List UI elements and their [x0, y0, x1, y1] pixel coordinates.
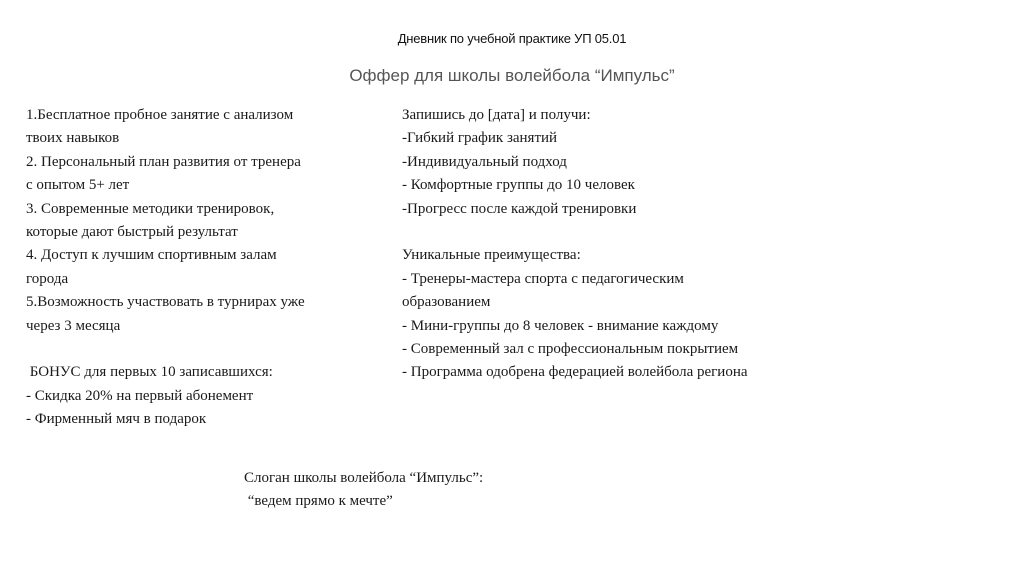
advantage-line: - Программа одобрена федерацией волейбола региона [402, 364, 748, 381]
slogan-text: “ведем прямо к мечте” [244, 493, 393, 510]
signup-line: -Гибкий график занятий [402, 130, 558, 147]
benefit-line: города [26, 270, 69, 287]
offer-advantages-list [402, 104, 822, 385]
advantage-line: - Тренеры-мастера спорта с педагогическим [402, 270, 684, 287]
offer-benefits-list [26, 104, 366, 431]
advantage-line: - Мини-группы до 8 человек - внимание каждому [402, 317, 719, 334]
advantage-line: образованием [402, 294, 491, 311]
offer-subtitle: Оффер для школы волейбола “Импульс” [349, 66, 675, 85]
bonus-line: - Фирменный мяч в подарок [26, 411, 207, 428]
benefit-line: 4. Доступ к лучшим спортивным залам [26, 247, 277, 264]
bonus-heading: БОНУС для первых 10 записавшихся: [26, 364, 273, 381]
slogan-block [244, 467, 483, 514]
benefit-line: с опытом 5+ лет [26, 177, 130, 194]
benefit-line: твоих навыков [26, 130, 120, 147]
bonus-line: - Скидка 20% на первый абонемент [26, 387, 254, 404]
signup-line: -Индивидуальный подход [402, 153, 567, 170]
benefit-line: 3. Современные методики тренировок, [26, 200, 275, 217]
benefit-line: 5.Возможность участвовать в турнирах уже [26, 294, 305, 311]
advantage-line: - Современный зал с профессиональным покрытием [402, 340, 739, 357]
benefit-line: 1.Бесплатное пробное занятие с анализом [26, 107, 294, 123]
document-title: Дневник по учебной практике УП 05.01 [397, 31, 627, 46]
benefit-line: через 3 месяца [26, 317, 121, 334]
signup-line: -Прогресс после каждой тренировки [402, 200, 637, 217]
signup-line: - Комфортные группы до 10 человек [402, 177, 635, 194]
benefit-line: 2. Персональный план развития от тренера [26, 153, 301, 170]
advantages-heading: Уникальные преимущества: [402, 247, 581, 264]
slogan-heading: Слоган школы волейбола “Импульс”: [244, 470, 484, 486]
signup-heading: Запишись до [дата] и получи: [402, 107, 591, 123]
blank-line [26, 338, 366, 361]
benefit-line: которые дают быстрый результат [26, 223, 238, 240]
blank-line [402, 221, 822, 244]
